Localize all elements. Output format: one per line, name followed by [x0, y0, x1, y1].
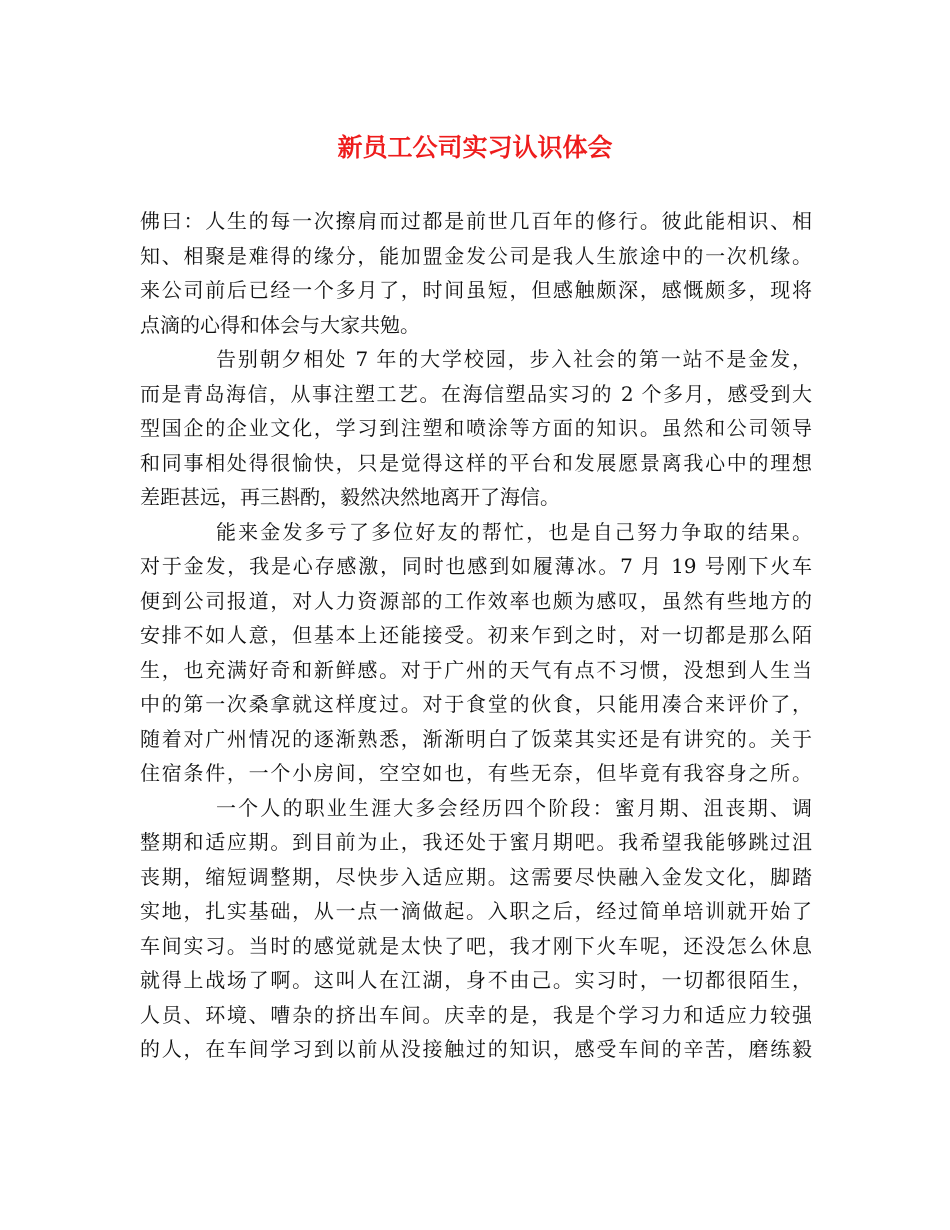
text-line: 告别朝夕相处 7 年的大学校园，步入社会的第一站不是金发，: [216, 347, 812, 371]
text-line: 和同事相处得很愉快，只是觉得这样的平台和发展愿景离我心中的理想: [140, 450, 812, 475]
text-line: 能来金发多亏了多位好友的帮忙，也是自己努力争取的结果。: [216, 519, 812, 544]
text-line: 车间实习。当时的感觉就是太快了吧，我才刚下火车呢，还没怎么休息: [140, 933, 812, 958]
text-line: 知、相聚是难得的缘分，能加盟金发公司是我人生旅途中的一次机缘。: [140, 243, 812, 268]
text-line: 而是青岛海信，从事注塑工艺。在海信塑品实习的 2 个多月，感受到大: [140, 381, 812, 406]
text-line: 中的第一次桑拿就这样度过。对于食堂的伙食，只能用凑合来评价了，: [140, 692, 812, 716]
paragraph-4: [140, 791, 812, 1067]
text-line: 一个人的职业生涯大多会经历四个阶段：蜜月期、沮丧期、调: [216, 795, 812, 820]
document-body: [140, 204, 812, 1067]
text-line: 对于金发，我是心存感激，同时也感到如履薄冰。7 月 19 号刚下火车: [140, 554, 812, 578]
document-title: 新员工公司实习认识体会: [337, 133, 613, 162]
paragraph-1: [140, 204, 812, 342]
paragraph-3: [140, 515, 812, 791]
text-line: 生，也充满好奇和新鲜感。对于广州的天气有点不习惯，没想到人生当: [140, 657, 812, 682]
text-line: 点滴的心得和体会与大家共勉。: [140, 312, 420, 337]
text-line: 随着对广州情况的逐渐熟悉，渐渐明白了饭菜其实还是有讲究的。关于: [140, 726, 812, 751]
text-line: 佛曰：人生的每一次擦肩而过都是前世几百年的修行。彼此能相识、相: [140, 209, 812, 233]
text-line: 来公司前后已经一个多月了，时间虽短，但感触颇深，感慨颇多，现将: [140, 278, 812, 302]
text-line: 丧期，缩短调整期，尽快步入适应期。这需要尽快融入金发文化，脚踏: [140, 864, 812, 889]
text-line: 实地，扎实基础，从一点一滴做起。入职之后，经过简单培训就开始了: [140, 899, 812, 923]
text-line: 整期和适应期。到目前为止，我还处于蜜月期吧。我希望我能够跳过沮: [140, 830, 812, 854]
text-line: 就得上战场了啊。这叫人在江湖，身不由己。实习时，一切都很陌生，: [140, 968, 812, 992]
text-line: 的人，在车间学习到以前从没接触过的知识，感受车间的辛苦，磨练毅: [140, 1037, 812, 1061]
text-line: 人员、环境、嘈杂的挤出车间。庆幸的是，我是个学习力和适应力较强: [140, 1002, 812, 1027]
text-line: 便到公司报道，对人力资源部的工作效率也颇为感叹，虽然有些地方的: [140, 588, 812, 613]
text-line: 住宿条件，一个小房间，空空如也，有些无奈，但毕竟有我容身之所。: [140, 761, 812, 785]
paragraph-2: [140, 342, 812, 515]
text-line: 型国企的企业文化，学习到注塑和喷涂等方面的知识。虽然和公司领导: [140, 416, 812, 440]
text-line: 安排不如人意，但基本上还能接受。初来乍到之时，对一切都是那么陌: [140, 623, 812, 647]
text-line: 差距甚远，再三斟酌，毅然决然地离开了海信。: [140, 485, 560, 509]
